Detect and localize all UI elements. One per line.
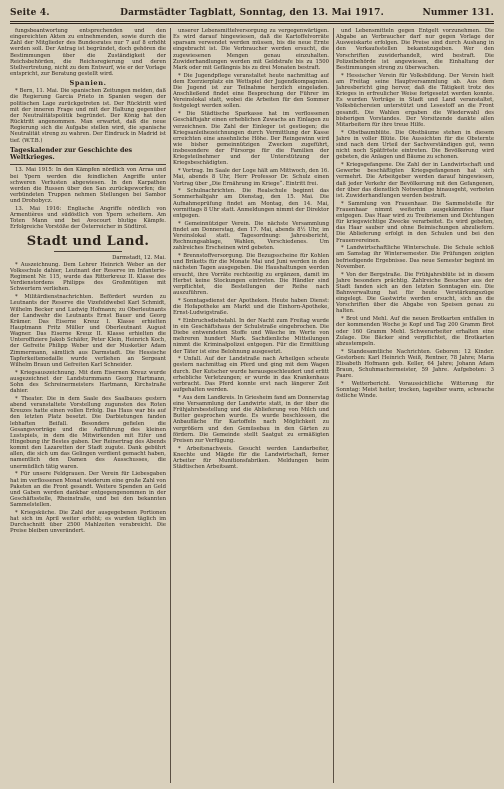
section-title: Stadt und Land.	[26, 233, 150, 249]
article-paragraph: * Kriegsauszeichnung. Mit dem Eisernen Kreuz wurde ausgezeichnet der Landsturmmann Georg Hartmann, Sohn des Schreinermeisters Hartmann, Kirchstraße dahier.	[10, 369, 166, 395]
article-paragraph: * Landwirtschaftliche Winterschule. Die Schule schloß am Samstag ihr Wintersemester. Die Prüfungen zeigten befriedigende Ergebnisse. Das neue Semester beginnt im November.	[336, 245, 494, 270]
article-paragraph: * Vortrag. Im Saale der Loge hält am Mittwoch, den 16. Mai, abends 8 Uhr, Herr Professor Dr. Schulz einen Vortrag über „Die Ernährung im Kriege“. Eintritt frei.	[173, 168, 329, 187]
rule	[10, 164, 166, 165]
article-paragraph: * Sonntagsdienst der Apotheken. Heute haben Dienst: die Hofapotheke am Markt und die Einhorn-Apotheke, Ernst-Ludwigstraße.	[173, 297, 329, 317]
column-2	[173, 28, 329, 783]
article-paragraph: * Die Städtische Sparkasse hat im verflossenen Geschäftsjahr einen erheblichen Zuwachs an Einlagen zu verzeichnen. Die Zahl der Einleger ist gestiegen; die Kriegsanleihezeichnungen durch Vermittlung der Kasse erreichten eine ansehnliche Höhe. Der Reingewinn wird wie bisher gemeinnützigen Zwecken zugeführt, insbesondere der Fürsorge für die Familien der Kriegsteilnehmer und der Unterstützung der Kriegsbeschädigten.	[173, 111, 329, 167]
article-paragraph: * Kriegsküche. Die Zahl der ausgegebenen Portionen hat sich im April weiter erhöht; es wurden täglich im Durchschnitt über 2500 Mahlzeiten verabreicht. Die Preise bleiben unverändert.	[10, 509, 166, 535]
article-paragraph: und Lebensmitteln gegen Entgelt vorzunehmen. Die Abgabe an Verbraucher darf nur gegen Vorlage der Ausweiskarte erfolgen. Die Preise sind durch Aushang in den Verkaufsstellen bekanntzugeben. Wer den Vorschriften zuwiderhandelt, wird bestraft. Die Polizeibehörde ist angewiesen, die Einhaltung der Bestimmungen streng zu überwachen.	[336, 28, 494, 71]
article-paragraph: unserer Lebensmittelversorgung zu vergegenwärtigen. Es wird darauf hingewiesen, daß die Kartoffelvorräte sparsam verwendet werden müssen, bis die neue Ernte eingebracht ist. Die Verbraucher werden ersucht, die zugewiesenen Mengen genau einzuhalten. Zuwiderhandlungen werden mit Geldstrafe bis zu 1500 Mark oder mit Gefängnis bis zu drei Monaten bestraft.	[173, 28, 329, 71]
article-paragraph: * Standesamtliche Nachrichten. Geboren: 12 Kinder. Gestorben: Karl Heinrich Weiß, Rentner, 78 Jahre; Maria Elisabeth Hofmann geb. Keller, 64 Jahre; Johann Adam Braun, Schuhmachermeister, 59 Jahre. Aufgeboten: 3 Paare.	[336, 348, 494, 380]
article-paragraph: * Theater. Die in dem Saale des Saalbaues gestern abend veranstaltete Vorstellung zugunsten des Roten Kreuzes hatte einen vollen Erfolg. Das Haus war bis auf den letzten Platz besetzt. Die Darbietungen fanden lebhaften Beifall. Besonders gefielen die Gesangsvorträge und die Aufführung des kleinen Lustspiels, in dem die Mitwirkenden mit Eifer und Hingebung ihr Bestes gaben. Der Reinertrag des Abends kommt den Lazaretten der Stadt zugute. Dank gebührt allen, die sich um das Gelingen verdient gemacht haben, namentlich den Damen des Ausschusses, die unermüdlich tätig waren.	[10, 395, 166, 470]
column-divider	[333, 28, 334, 783]
issue-number: Nummer 131.	[422, 8, 494, 18]
article-paragraph: * Wetterbericht. Voraussichtliche Witterung für Sonntag: Meist heiter, trocken, tagsüber warm, schwache östliche Winde.	[336, 380, 494, 400]
article-paragraph: * Brot und Mehl. Auf die neuen Brotkarten entfallen in der kommenden Woche je Kopf und Tag 200 Gramm Brot oder 160 Gramm Mehl. Schwerarbeiter erhalten eine Zulage. Die Bäcker sind verpflichtet, die Brotkarten abzustempeln.	[336, 316, 494, 347]
article-paragraph: fungsbeantwortung entsprechenden und den eingereichten Akten zu entnehmenden, sowie durch die Zahl der Mitglieder des Bundesrates nur 7 auf 8 erhöht werden soll. Der Antrag ist begründet, doch gehören die Bestimmungen über die Zuständigkeit der Reichsbehörden, die Reichsregierung und deren Stellvertretung, nicht zu dem Entwurf, wie er der Vorlage entspricht, zur Beratung gestellt wird.	[10, 28, 166, 78]
section-heading: Tageskalender zur Geschichte des Weltkrieges.	[10, 145, 133, 162]
column-1	[10, 28, 166, 783]
article-paragraph: * Für unsere Feldgrauen. Der Verein für Liebesgaben hat im verflossenen Monat wiederum eine große Zahl von Paketen an die Front gesandt. Weitere Spenden an Geld und Gaben werden dankbar entgegengenommen in der Geschäftsstelle, Rheinstraße, und bei den bekannten Sammelstellen.	[10, 471, 166, 509]
article-paragraph: * Bern, 11. Mai. Die spanischen Zeitungen melden, daß die Regierung Garcia Prieto in Spanien wegen der politischen Lage zurückgetreten ist. Der Rücktritt wird mit der inneren Frage und mit der Haltung gegenüber der Neutralitätspolitik begründet. Der König hat den Rücktritt angenommen. Man erwartet, daß die neue Regierung sich die Aufgabe stellen wird, die spanische Neutralität streng zu wahren. Der Eindruck in Madrid ist tief. (W.T.B.)	[10, 88, 166, 144]
article-paragraph: * Hessischer Verein für Volksbildung. Der Verein hielt am Freitag seine Hauptversammlung ab. Aus dem Jahresbericht ging hervor, daß die Tätigkeit trotz des Krieges in erfreulicher Weise fortgesetzt werden konnte. Es wurden Vorträge in Stadt und Land veranstaltet, Volksbüchereien unterstützt und Lesestoff an die Front gesandt. Die Wahlen ergaben die Wiederwahl des bisherigen Vorstandes. Der Vorsitzende dankte allen Mitarbeitern für ihre treue Hilfe.	[336, 72, 494, 128]
page-number: Seite 4.	[10, 8, 50, 18]
column-3	[336, 28, 494, 783]
column-divider	[170, 28, 171, 783]
dateline: Darmstadt, 12. Mai.	[112, 254, 166, 261]
article-paragraph: * Kriegsgefangene. Die Zahl der in Landwirtschaft und Gewerbe beschäftigten Kriegsgefangenen hat sich vermehrt. Die Arbeitgeber werden darauf hingewiesen, daß jeder Verkehr der Bevölkerung mit den Gefangenen, der über das dienstlich Notwendige hinausgeht, verboten ist. Zuwiderhandlungen werden bestraft.	[336, 162, 494, 199]
article-paragraph: * Arbeitsnachweis. Gesucht werden Landarbeiter, Knechte und Mägde für die Landwirtschaft, ferner Arbeiter für Munitionsfabriken. Meldungen beim Städtischen Arbeitsamt.	[173, 445, 329, 471]
article-paragraph: * Aus dem Landkreis. In Griesheim fand am Donnerstag eine Versammlung der Landwirte statt, in der über die Frühjahrsbestellung und die Ablieferung von Milch und Butter gesprochen wurde. Es wurde beschlossen, die Anbaufläche für Kartoffeln nach Möglichkeit zu vergrößern und den Gemüsebau in den Gärten zu fördern. Die Gemeinde stellt Saatgut zu ermäßigten Preisen zur Verfügung.	[173, 394, 329, 444]
article-paragraph: * Von der Bergstraße. Die Frühjahrsblüte ist in diesem Jahre besonders prächtig. Zahlreiche Besucher aus der Stadt fanden sich an den letzten Sonntagen ein. Die Bahnverwaltung hat für heute Verstärkungszüge eingelegt. Die Gastwirte werden ersucht, sich an die Vorschriften über die Abgabe von Speisen genau zu halten.	[336, 271, 494, 315]
article-paragraph: 13. Mai 1915: In den Kämpfen nördlich von Arras und bei Ypern werden die feindlichen Angriffe unter schweren Verlusten abgewiesen. In den Karpathen werden die Russen über den San zurückgeworfen; die verbündeten Truppen nehmen Stellungen bei Sambor und Drohobycz.	[10, 167, 166, 205]
article-paragraph: * Die Jugendpflege veranstaltet heute nachmittag auf dem Exerzierplatz ein Wettspiel der Jugendkompagnien. Die Jugend ist zur Teilnahme herzlich eingeladen. Anschließend findet eine Besprechung der Führer im Vereinslokal statt, wobei die Arbeiten für den Sommer festgelegt werden sollen.	[173, 72, 329, 110]
article-paragraph: * Sammlung von Frauenhaar. Die Sammelstelle für Frauenhaar nimmt weiterhin ausgekämmtes Haar entgegen. Das Haar wird zu Treibriemen und Dichtungen für kriegswichtige Zwecke verarbeitet. Es wird gebeten, das Haar sauber und ohne Beimischungen abzuliefern. Die Ablieferung erfolgt in den Schulen und bei den Frauenvereinen.	[336, 200, 494, 244]
article-paragraph: * Gemeinnütziger Verein. Die nächste Versammlung findet am Donnerstag, den 17. Mai, abends 8½ Uhr, im Vereinslokal statt. Tagesordnung: Jahresbericht, Rechnungsablage, Wahlen, Verschiedenes. Um zahlreiches Erscheinen wird gebeten.	[173, 220, 329, 252]
article-paragraph: * Brennstoffversorgung. Die Bezugsscheine für Kohlen und Briketts für die Monate Mai und Juni werden in den nächsten Tagen ausgegeben. Die Haushaltungen werden ersucht, ihre Vorräte rechtzeitig zu ergänzen, damit im Herbst keine Stockungen eintreten. Die Händler sind verpflichtet, die Bestellungen der Reihe nach auszuführen.	[173, 253, 329, 296]
newspaper-title: Darmstädter Tagblatt, Sonntag, den 13. Mai 1917.	[120, 8, 384, 18]
article-paragraph: * Unfall. Auf der Landstraße nach Arheilgen scheute gestern nachmittag ein Pferd und ging mit dem Wagen durch. Der Kutscher wurde herausgeschleudert und erlitt erhebliche Verletzungen; er wurde in das Krankenhaus verbracht. Das Pferd konnte erst nach längerer Zeit aufgehalten werden.	[173, 356, 329, 394]
article-paragraph: * Schulnachrichten. Die Realschule beginnt das Sommerhalbjahr am Dienstag, den 15. Mai. Die Aufnahmeprüfung findet am Montag, den 14. Mai, vormittags 8 Uhr statt. Anmeldungen nimmt der Direktor entgegen.	[173, 188, 329, 219]
masthead-rule	[10, 23, 494, 24]
article-paragraph: * Auszeichnung. Dem Lehrer Heinrich Weber an der Volksschule dahier, Leutnant der Reserve im Infanterie-Regiment Nr. 115, wurde das Ritterkreuz II. Klasse des Verdienstordens Philipps des Großmütigen mit Schwertern verliehen.	[10, 261, 166, 293]
article-paragraph: * Einbruchsdiebstahl. In der Nacht zum Freitag wurde in ein Geschäftshaus der Schulstraße eingebrochen. Die Diebe entwendeten Stoffe und Wäsche im Werte von mehreren hundert Mark. Sachdienliche Mitteilungen nimmt die Kriminalpolizei entgegen. Für die Ermittlung der Täter ist eine Belohnung ausgesetzt.	[173, 317, 329, 355]
article-paragraph: * Obstbaumblüte. Die Obstbäume stehen in diesem Jahre in voller Blüte. Die Aussichten für die Obsternte sind nach dem Urteil der Sachverständigen gut, wenn nicht noch Spätfröste eintreten. Die Bevölkerung wird gebeten, die Anlagen und Bäume zu schonen.	[336, 129, 494, 161]
article-paragraph: * Militärdienstnachrichten. Befördert wurden zu Leutnants der Reserve die Vizefeldwebel Karl Schmidt, Wilhelm Becker und Ludwig Hofmann; zu Oberleutnants der Landwehr die Leutnants Ernst Bauer und Georg Krämer. Das Eiserne Kreuz I. Klasse erhielten Hauptmann Fritz Müller und Oberleutnant August Wagner. Das Eiserne Kreuz II. Klasse erhielten die Unteroffiziere Jakob Schäfer, Peter Klein, Heinrich Koch, der Gefreite Philipp Weber und der Musketier Adam Zimmermann, sämtlich aus Darmstadt. Die Hessische Tapferkeitsmedaille wurde verliehen an Sergeant Wilhelm Braun und Gefreiten Karl Schneider.	[10, 294, 166, 368]
rule	[54, 251, 122, 252]
section-heading: Spanien.	[69, 79, 107, 88]
article-paragraph: 13. Mai 1916: Englische Angriffe nördlich von Armentières und südöstlich von Ypern scheitern. Am Toten Mann und bei Avocourt blutige Kämpfe. Erfolgreiche Vorstöße der Österreicher in Südtirol.	[10, 206, 166, 231]
masthead	[10, 6, 494, 22]
